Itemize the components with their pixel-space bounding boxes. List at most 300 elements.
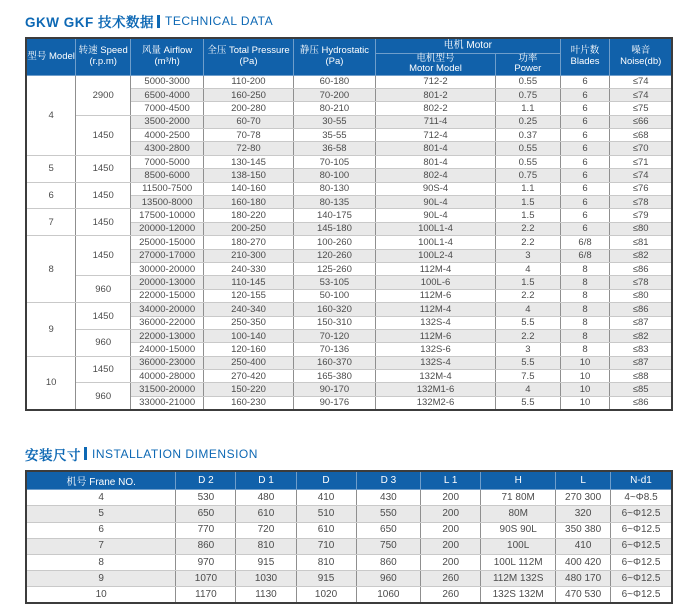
power-cell: 5.5 — [496, 316, 561, 329]
total-pressure-cell: 180-270 — [204, 236, 294, 249]
airflow-cell: 6500-4000 — [131, 88, 204, 101]
power-cell: 0.55 — [496, 155, 561, 168]
speed-cell: 960 — [76, 276, 131, 303]
d-cell: 810 — [296, 555, 356, 571]
total-pressure-cell: 130-145 — [204, 155, 294, 168]
power-cell: 0.37 — [496, 129, 561, 142]
hydrostatic-cell: 125-260 — [293, 262, 375, 275]
n-d1-cell: 6~Φ12.5 — [611, 538, 672, 554]
airflow-cell: 27000-17000 — [131, 249, 204, 262]
airflow-cell: 4300-2800 — [131, 142, 204, 155]
d-cell: 610 — [296, 522, 356, 538]
d2-cell: 970 — [176, 555, 236, 571]
technical-row — [26, 209, 672, 222]
frame-no-cell: 5 — [26, 506, 176, 522]
noise-cell: ≤78 — [610, 196, 672, 209]
model-cell: 4 — [26, 75, 76, 155]
motor-model-cell: 801-2 — [375, 88, 495, 101]
noise-cell: ≤86 — [610, 303, 672, 316]
model-cell: 5 — [26, 155, 76, 182]
model-cell: 8 — [26, 236, 76, 303]
blades-cell: 6 — [560, 182, 610, 195]
airflow-cell: 22000-13000 — [131, 329, 204, 342]
blades-cell: 6 — [560, 222, 610, 235]
h-cell: 112M 132S — [481, 571, 556, 587]
speed-cell: 1450 — [76, 182, 131, 209]
h-cell: 100L 112M — [481, 555, 556, 571]
noise-cell: ≤66 — [610, 115, 672, 128]
total-pressure-cell: 160-180 — [204, 196, 294, 209]
noise-cell: ≤81 — [610, 236, 672, 249]
noise-cell: ≤87 — [610, 316, 672, 329]
n-d1-cell: 6~Φ12.5 — [611, 555, 672, 571]
airflow-cell: 24000-15000 — [131, 343, 204, 356]
motor-model-cell: 132M2-6 — [375, 396, 495, 409]
installation-row — [26, 522, 672, 538]
blades-cell: 6 — [560, 169, 610, 182]
noise-cell: ≤78 — [610, 276, 672, 289]
hydrostatic-cell: 30-55 — [293, 115, 375, 128]
l-cell: 470 530 — [556, 587, 611, 603]
header-hydrostatic: 静压 Hydrostatic (Pa) — [293, 38, 375, 75]
blades-cell: 6 — [560, 115, 610, 128]
l1-cell: 200 — [421, 490, 481, 506]
d3-cell: 1060 — [356, 587, 421, 603]
motor-model-cell: 112M-4 — [375, 303, 495, 316]
speed-cell: 1450 — [76, 155, 131, 182]
h-cell: 90S 90L — [481, 522, 556, 538]
l-cell: 400 420 — [556, 555, 611, 571]
speed-cell: 2900 — [76, 75, 131, 115]
installation-header-2: D 1 — [236, 471, 296, 490]
d3-cell: 750 — [356, 538, 421, 554]
motor-model-cell: 712-2 — [375, 75, 495, 88]
motor-model-cell: 801-4 — [375, 142, 495, 155]
noise-cell: ≤88 — [610, 370, 672, 383]
model-cell: 10 — [26, 356, 76, 410]
installation-header-0: 机号 Frane NO. — [26, 471, 176, 490]
installation-header-8: N-d1 — [611, 471, 672, 490]
speed-cell: 1450 — [76, 303, 131, 330]
power-cell: 1.5 — [496, 276, 561, 289]
d-cell: 510 — [296, 506, 356, 522]
blades-cell: 8 — [560, 343, 610, 356]
frame-no-cell: 7 — [26, 538, 176, 554]
n-d1-cell: 4~Φ8.5 — [611, 490, 672, 506]
technical-row — [26, 115, 672, 128]
noise-cell: ≤86 — [610, 396, 672, 409]
header-speed: 转速 Speed (r.p.m) — [76, 38, 131, 75]
total-pressure-cell: 60-70 — [204, 115, 294, 128]
power-cell: 2.2 — [496, 222, 561, 235]
d-cell: 410 — [296, 490, 356, 506]
l1-cell: 200 — [421, 555, 481, 571]
airflow-cell: 30000-20000 — [131, 262, 204, 275]
header-total-pressure: 全压 Total Pressure (Pa) — [204, 38, 294, 75]
motor-model-cell: 132S-6 — [375, 343, 495, 356]
blades-cell: 8 — [560, 329, 610, 342]
noise-cell: ≤83 — [610, 343, 672, 356]
installation-row — [26, 571, 672, 587]
power-cell: 0.55 — [496, 75, 561, 88]
hydrostatic-cell: 53-105 — [293, 276, 375, 289]
technical-title-en: TECHNICAL DATA — [165, 14, 274, 28]
noise-cell: ≤87 — [610, 356, 672, 369]
motor-model-cell: 100L-6 — [375, 276, 495, 289]
motor-model-cell: 112M-4 — [375, 262, 495, 275]
total-pressure-cell: 270-420 — [204, 370, 294, 383]
installation-row — [26, 490, 672, 506]
title-separator-bar — [84, 447, 87, 460]
noise-cell: ≤79 — [610, 209, 672, 222]
hydrostatic-cell: 90-176 — [293, 396, 375, 409]
installation-row — [26, 506, 672, 522]
blades-cell: 6/8 — [560, 236, 610, 249]
n-d1-cell: 6~Φ12.5 — [611, 506, 672, 522]
noise-cell: ≤85 — [610, 383, 672, 396]
d2-cell: 650 — [176, 506, 236, 522]
d2-cell: 1170 — [176, 587, 236, 603]
technical-table-header — [26, 38, 672, 75]
airflow-cell: 7000-4500 — [131, 102, 204, 115]
d1-cell: 610 — [236, 506, 296, 522]
power-cell: 1.5 — [496, 196, 561, 209]
motor-model-cell: 112M-6 — [375, 329, 495, 342]
hydrostatic-cell: 70-136 — [293, 343, 375, 356]
d1-cell: 480 — [236, 490, 296, 506]
technical-row — [26, 383, 672, 396]
motor-model-cell: 90L-4 — [375, 209, 495, 222]
d1-cell: 915 — [236, 555, 296, 571]
d3-cell: 650 — [356, 522, 421, 538]
power-cell: 3 — [496, 343, 561, 356]
title-separator-bar — [157, 15, 160, 28]
technical-section-title — [25, 0, 673, 31]
frame-no-cell: 6 — [26, 522, 176, 538]
hydrostatic-cell: 35-55 — [293, 129, 375, 142]
noise-cell: ≤82 — [610, 249, 672, 262]
total-pressure-cell: 240-340 — [204, 303, 294, 316]
installation-header-6: H — [481, 471, 556, 490]
power-cell: 1.1 — [496, 182, 561, 195]
hydrostatic-cell: 140-175 — [293, 209, 375, 222]
installation-header-3: D — [296, 471, 356, 490]
noise-cell: ≤75 — [610, 102, 672, 115]
speed-cell: 1450 — [76, 236, 131, 276]
power-cell: 7.5 — [496, 370, 561, 383]
airflow-cell: 20000-12000 — [131, 222, 204, 235]
installation-row — [26, 555, 672, 571]
n-d1-cell: 6~Φ12.5 — [611, 522, 672, 538]
header-model: 型号 Model — [26, 38, 76, 75]
noise-cell: ≤80 — [610, 222, 672, 235]
hydrostatic-cell: 160-370 — [293, 356, 375, 369]
airflow-cell: 31500-20000 — [131, 383, 204, 396]
airflow-cell: 40000-28000 — [131, 370, 204, 383]
total-pressure-cell: 180-220 — [204, 209, 294, 222]
l-cell: 350 380 — [556, 522, 611, 538]
motor-model-cell: 90L-4 — [375, 196, 495, 209]
installation-title-en: INSTALLATION DIMENSION — [92, 446, 258, 461]
airflow-cell: 34000-20000 — [131, 303, 204, 316]
hydrostatic-cell: 80-100 — [293, 169, 375, 182]
technical-row — [26, 329, 672, 342]
model-cell: 6 — [26, 182, 76, 209]
installation-title-zh: 安装尺寸 — [25, 447, 81, 463]
d2-cell: 860 — [176, 538, 236, 554]
technical-row — [26, 75, 672, 88]
power-cell: 0.55 — [496, 142, 561, 155]
technical-row — [26, 236, 672, 249]
d-cell: 710 — [296, 538, 356, 554]
installation-row — [26, 538, 672, 554]
model-cell: 9 — [26, 303, 76, 357]
l1-cell: 200 — [421, 506, 481, 522]
installation-header-7: L — [556, 471, 611, 490]
speed-cell: 1450 — [76, 209, 131, 236]
hydrostatic-cell: 36-58 — [293, 142, 375, 155]
h-cell: 71 80M — [481, 490, 556, 506]
d3-cell: 550 — [356, 506, 421, 522]
l-cell: 410 — [556, 538, 611, 554]
motor-model-cell: 802-2 — [375, 102, 495, 115]
blades-cell: 8 — [560, 276, 610, 289]
header-motor-group: 电机 Motor — [375, 38, 560, 53]
installation-header-1: D 2 — [176, 471, 236, 490]
noise-cell: ≤80 — [610, 289, 672, 302]
airflow-cell: 36000-22000 — [131, 316, 204, 329]
noise-cell: ≤74 — [610, 88, 672, 101]
d2-cell: 530 — [176, 490, 236, 506]
hydrostatic-cell: 60-180 — [293, 75, 375, 88]
blades-cell: 6 — [560, 142, 610, 155]
total-pressure-cell: 250-400 — [204, 356, 294, 369]
hydrostatic-cell: 160-320 — [293, 303, 375, 316]
header-power: 功率 Power — [496, 53, 561, 75]
total-pressure-cell: 120-160 — [204, 343, 294, 356]
h-cell: 100L — [481, 538, 556, 554]
blades-cell: 6 — [560, 209, 610, 222]
n-d1-cell: 6~Φ12.5 — [611, 587, 672, 603]
header-motor-model: 电机型号 Motor Model — [375, 53, 495, 75]
airflow-cell: 17500-10000 — [131, 209, 204, 222]
motor-model-cell: 132M-4 — [375, 370, 495, 383]
l1-cell: 260 — [421, 571, 481, 587]
hydrostatic-cell: 70-200 — [293, 88, 375, 101]
blades-cell: 6 — [560, 155, 610, 168]
installation-header-4: D 3 — [356, 471, 421, 490]
installation-table — [25, 470, 673, 604]
motor-model-cell: 711-4 — [375, 115, 495, 128]
frame-no-cell: 8 — [26, 555, 176, 571]
frame-no-cell: 9 — [26, 571, 176, 587]
l-cell: 480 170 — [556, 571, 611, 587]
technical-row — [26, 155, 672, 168]
frame-no-cell: 4 — [26, 490, 176, 506]
technical-row — [26, 356, 672, 369]
blades-cell: 10 — [560, 370, 610, 383]
hydrostatic-cell: 70-105 — [293, 155, 375, 168]
header-blades: 叶片数 Blades — [560, 38, 610, 75]
installation-section-title — [25, 411, 673, 464]
noise-cell: ≤86 — [610, 262, 672, 275]
l1-cell: 200 — [421, 522, 481, 538]
installation-table-header — [26, 471, 672, 490]
noise-cell: ≤71 — [610, 155, 672, 168]
noise-cell: ≤70 — [610, 142, 672, 155]
power-cell: 2.2 — [496, 289, 561, 302]
blades-cell: 6 — [560, 88, 610, 101]
total-pressure-cell: 200-280 — [204, 102, 294, 115]
total-pressure-cell: 72-80 — [204, 142, 294, 155]
power-cell: 1.1 — [496, 102, 561, 115]
motor-model-cell: 802-4 — [375, 169, 495, 182]
blades-cell: 8 — [560, 316, 610, 329]
blades-cell: 6 — [560, 196, 610, 209]
airflow-cell: 25000-15000 — [131, 236, 204, 249]
technical-table-body — [26, 75, 672, 410]
blades-cell: 8 — [560, 262, 610, 275]
power-cell: 0.75 — [496, 88, 561, 101]
d1-cell: 1130 — [236, 587, 296, 603]
hydrostatic-cell: 90-170 — [293, 383, 375, 396]
airflow-cell: 7000-5000 — [131, 155, 204, 168]
l-cell: 320 — [556, 506, 611, 522]
n-d1-cell: 6~Φ12.5 — [611, 571, 672, 587]
frame-no-cell: 10 — [26, 587, 176, 603]
power-cell: 0.75 — [496, 169, 561, 182]
hydrostatic-cell: 50-100 — [293, 289, 375, 302]
total-pressure-cell: 250-350 — [204, 316, 294, 329]
power-cell: 4 — [496, 303, 561, 316]
blades-cell: 8 — [560, 289, 610, 302]
installation-row — [26, 587, 672, 603]
hydrostatic-cell: 100-260 — [293, 236, 375, 249]
speed-cell: 1450 — [76, 356, 131, 383]
airflow-cell: 33000-21000 — [131, 396, 204, 409]
noise-cell: ≤76 — [610, 182, 672, 195]
motor-model-cell: 90S-4 — [375, 182, 495, 195]
d2-cell: 1070 — [176, 571, 236, 587]
motor-model-cell: 100L1-4 — [375, 236, 495, 249]
total-pressure-cell: 100-140 — [204, 329, 294, 342]
total-pressure-cell: 210-300 — [204, 249, 294, 262]
motor-model-cell: 132S-4 — [375, 356, 495, 369]
motor-model-cell: 801-4 — [375, 155, 495, 168]
d1-cell: 720 — [236, 522, 296, 538]
total-pressure-cell: 110-145 — [204, 276, 294, 289]
installation-header-5: L 1 — [421, 471, 481, 490]
blades-cell: 6/8 — [560, 249, 610, 262]
speed-cell: 1450 — [76, 115, 131, 155]
total-pressure-cell: 160-250 — [204, 88, 294, 101]
h-cell: 80M — [481, 506, 556, 522]
hydrostatic-cell: 70-120 — [293, 329, 375, 342]
blades-cell: 6 — [560, 129, 610, 142]
d1-cell: 810 — [236, 538, 296, 554]
hydrostatic-cell: 80-130 — [293, 182, 375, 195]
hydrostatic-cell: 145-180 — [293, 222, 375, 235]
technical-row — [26, 303, 672, 316]
noise-cell: ≤74 — [610, 75, 672, 88]
header-noise: 噪音 Noise(db) — [610, 38, 672, 75]
speed-cell: 960 — [76, 383, 131, 410]
noise-cell: ≤68 — [610, 129, 672, 142]
d2-cell: 770 — [176, 522, 236, 538]
airflow-cell: 20000-13000 — [131, 276, 204, 289]
airflow-cell: 3500-2000 — [131, 115, 204, 128]
model-cell: 7 — [26, 209, 76, 236]
l1-cell: 200 — [421, 538, 481, 554]
header-airflow: 风量 Airflow (m³/h) — [131, 38, 204, 75]
total-pressure-cell: 110-200 — [204, 75, 294, 88]
power-cell: 5.5 — [496, 396, 561, 409]
blades-cell: 10 — [560, 356, 610, 369]
hydrostatic-cell: 120-260 — [293, 249, 375, 262]
motor-model-cell: 100L2-4 — [375, 249, 495, 262]
speed-cell: 960 — [76, 329, 131, 356]
power-cell: 4 — [496, 262, 561, 275]
total-pressure-cell: 70-78 — [204, 129, 294, 142]
power-cell: 0.25 — [496, 115, 561, 128]
motor-model-cell: 712-4 — [375, 129, 495, 142]
total-pressure-cell: 150-220 — [204, 383, 294, 396]
power-cell: 2.2 — [496, 236, 561, 249]
hydrostatic-cell: 80-135 — [293, 196, 375, 209]
blades-cell: 10 — [560, 396, 610, 409]
power-cell: 2.2 — [496, 329, 561, 342]
power-cell: 1.5 — [496, 209, 561, 222]
airflow-cell: 5000-3000 — [131, 75, 204, 88]
d-cell: 915 — [296, 571, 356, 587]
motor-model-cell: 132S-4 — [375, 316, 495, 329]
total-pressure-cell: 160-230 — [204, 396, 294, 409]
blades-cell: 6 — [560, 75, 610, 88]
noise-cell: ≤82 — [610, 329, 672, 342]
airflow-cell: 8500-6000 — [131, 169, 204, 182]
airflow-cell: 36000-23000 — [131, 356, 204, 369]
power-cell: 3 — [496, 249, 561, 262]
airflow-cell: 13500-8000 — [131, 196, 204, 209]
h-cell: 132S 132M — [481, 587, 556, 603]
installation-header-row — [26, 471, 672, 490]
power-cell: 4 — [496, 383, 561, 396]
technical-row — [26, 276, 672, 289]
technical-title-zh: GKW GKF 技术数据 — [25, 15, 154, 30]
d3-cell: 430 — [356, 490, 421, 506]
blades-cell: 8 — [560, 303, 610, 316]
d-cell: 1020 — [296, 587, 356, 603]
blades-cell: 10 — [560, 383, 610, 396]
airflow-cell: 4000-2500 — [131, 129, 204, 142]
motor-model-cell: 100L1-4 — [375, 222, 495, 235]
blades-cell: 6 — [560, 102, 610, 115]
hydrostatic-cell: 165-380 — [293, 370, 375, 383]
power-cell: 5.5 — [496, 356, 561, 369]
motor-model-cell: 132M1-6 — [375, 383, 495, 396]
technical-table — [25, 37, 673, 411]
total-pressure-cell: 138-150 — [204, 169, 294, 182]
noise-cell: ≤74 — [610, 169, 672, 182]
d1-cell: 1030 — [236, 571, 296, 587]
total-pressure-cell: 120-155 — [204, 289, 294, 302]
d3-cell: 860 — [356, 555, 421, 571]
airflow-cell: 22000-15000 — [131, 289, 204, 302]
total-pressure-cell: 240-330 — [204, 262, 294, 275]
total-pressure-cell: 200-250 — [204, 222, 294, 235]
hydrostatic-cell: 150-310 — [293, 316, 375, 329]
l-cell: 270 300 — [556, 490, 611, 506]
